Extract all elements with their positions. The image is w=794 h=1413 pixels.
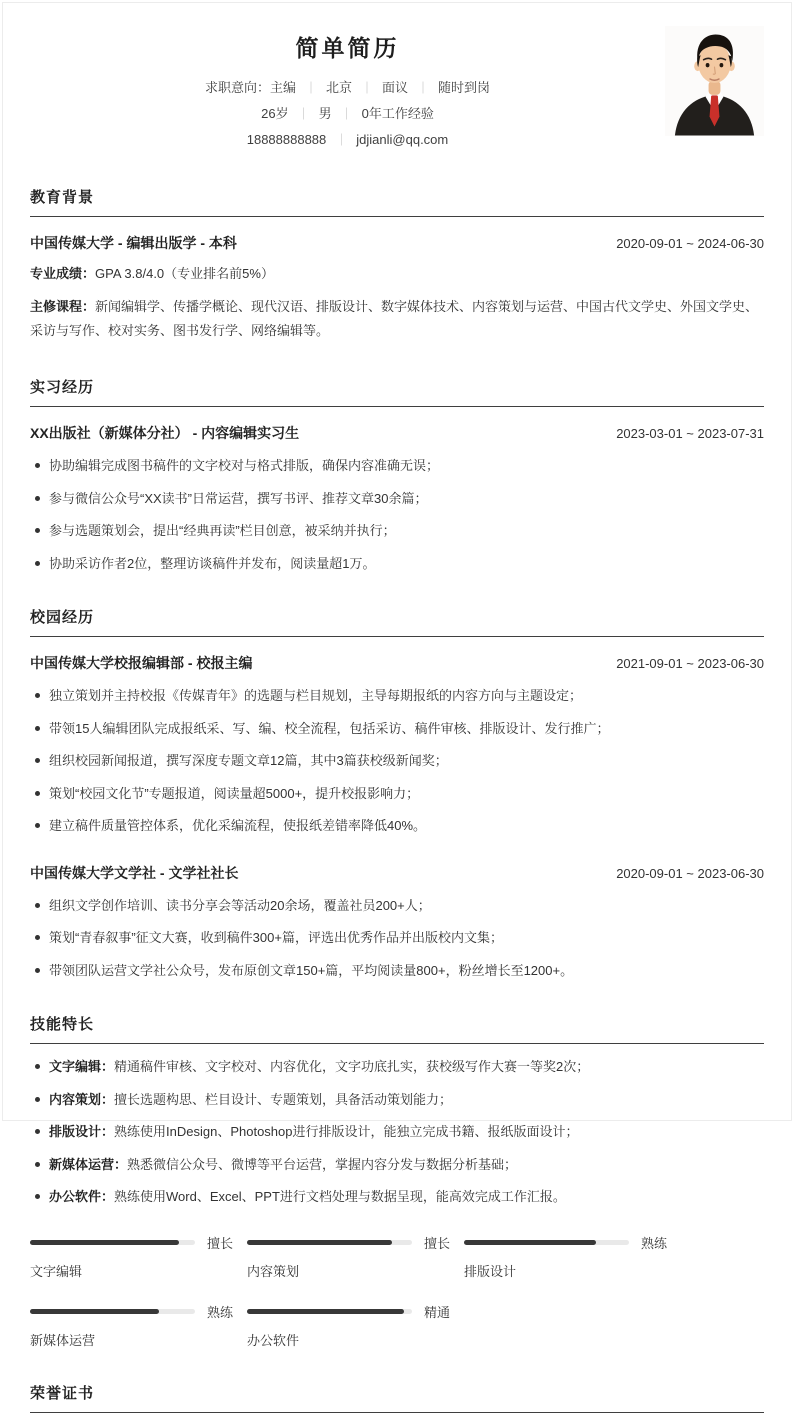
separator: ｜ xyxy=(417,81,430,95)
skill-item-label: 内容策划： xyxy=(49,1091,115,1107)
campus-org-title-2: 中国传媒大学文学社 - 文学社社长 xyxy=(30,864,239,881)
skill-bar-track xyxy=(30,1240,195,1245)
campus-bullet-list-1 xyxy=(30,686,764,836)
skill-item-text: 精通稿件审核、文字校对、内容优化，文字功底扎实，获校级写作大赛一等奖2次； xyxy=(114,1059,590,1074)
skill-bar-fill xyxy=(30,1309,159,1314)
intent-position: 主编 xyxy=(269,80,296,95)
profile-photo xyxy=(665,26,764,136)
gpa-line xyxy=(30,262,764,286)
campus-org-title-1: 中国传媒大学校报编辑部 - 校报主编 xyxy=(30,655,253,671)
section-skills xyxy=(30,1013,764,1349)
skill-bar-track xyxy=(464,1240,629,1245)
skill-bar-name: 排版设计 xyxy=(464,1263,517,1279)
email-address: jdjianli@qq.com xyxy=(356,132,449,147)
campus-date-range-2: 2020-09-01 ~ 2023-06-30 xyxy=(616,865,764,881)
skill-level-label: 擅长 xyxy=(207,1235,234,1251)
list-item: 策划“青春叙事”征文大赛，收到稿件300+篇，评选出优秀作品并出版校内文集； xyxy=(30,928,764,948)
skill-item xyxy=(30,1122,764,1142)
section-heading-internship: 实习经历 xyxy=(30,376,764,407)
list-item: 参与选题策划会，提出“经典再读”栏目创意，被采纳并执行； xyxy=(30,521,764,541)
list-item: 参与微信公众号“XX读书”日常运营，撰写书评、推荐文章30余篇； xyxy=(30,489,764,509)
list-item: 协助采访作者2位，整理访谈稿件并发布，阅读量超1万。 xyxy=(30,554,764,574)
courses-value: 新闻编辑学、传播学概论、现代汉语、排版设计、数字媒体技术、内容策划与运营、中国古代文学史、外国文学史、采访与写作、校对实务、图书发行学、网络编辑等。 xyxy=(30,299,759,338)
intent-city: 北京 xyxy=(325,80,352,95)
skill-bar-paiban xyxy=(464,1233,681,1280)
gender: 男 xyxy=(318,106,332,121)
contact-line xyxy=(30,127,665,153)
list-item: 建立稿件质量管控体系，优化采编流程，使报纸差错率降低40%。 xyxy=(30,816,764,836)
age: 26岁 xyxy=(261,106,289,121)
skill-level-label: 擅长 xyxy=(424,1235,451,1251)
skill-bar-fill xyxy=(247,1240,392,1245)
portrait-illustration xyxy=(665,26,764,136)
skill-bar-xinmeiti xyxy=(30,1302,247,1349)
skill-item-label: 办公软件： xyxy=(49,1189,115,1204)
section-honors xyxy=(30,1382,764,1413)
skill-bar-track xyxy=(247,1240,412,1245)
basic-info-line xyxy=(30,101,665,127)
experience-years: 0年工作经验 xyxy=(361,106,434,121)
internship-bullet-list xyxy=(30,456,764,573)
skill-bars-grid xyxy=(30,1233,764,1349)
job-intent-label: 求职意向： xyxy=(204,80,270,95)
skills-bullet-list xyxy=(30,1057,764,1207)
intent-salary: 面议 xyxy=(382,80,409,95)
section-internship xyxy=(30,376,764,573)
separator: ｜ xyxy=(335,133,348,147)
skill-item-text: 熟悉微信公众号、微博等平台运营，掌握内容分发与数据分析基础； xyxy=(127,1156,518,1172)
skill-item-text: 擅长选题构思、栏目设计、专题策划，具备活动策划能力； xyxy=(114,1091,453,1107)
skill-bar-wenzi xyxy=(30,1233,247,1280)
list-item: 组织文学创作培训、读书分享会等活动20余场，覆盖社员200+人； xyxy=(30,896,764,916)
skill-level-label: 熟练 xyxy=(207,1304,234,1320)
skill-bar-neirong xyxy=(247,1233,464,1280)
skill-bar-name: 文字编辑 xyxy=(30,1263,83,1279)
skill-bar-bangong xyxy=(247,1302,464,1349)
list-item: 协助编辑完成图书稿件的文字校对与格式排版，确保内容准确无误； xyxy=(30,456,764,476)
skill-item xyxy=(30,1155,764,1175)
job-intent-line xyxy=(30,75,665,101)
skill-item xyxy=(30,1057,764,1077)
skill-level-label: 精通 xyxy=(424,1304,451,1320)
courses-label: 主修课程： xyxy=(30,299,96,314)
skill-bar-name: 新媒体运营 xyxy=(30,1332,96,1348)
internship-org-title: XX出版社（新媒体分社） - 内容编辑实习生 xyxy=(30,425,300,441)
header-info xyxy=(30,22,665,153)
skill-bar-name: 办公软件 xyxy=(247,1332,300,1348)
skill-bar-fill xyxy=(247,1309,404,1314)
gpa-value: GPA 3.8/4.0（专业排名前5%） xyxy=(95,266,274,281)
section-heading-campus: 校园经历 xyxy=(30,606,764,637)
skill-bar-track xyxy=(247,1309,412,1314)
separator: ｜ xyxy=(304,81,317,95)
campus-date-range-1: 2021-09-01 ~ 2023-06-30 xyxy=(616,656,764,671)
skill-item xyxy=(30,1187,764,1207)
separator: ｜ xyxy=(340,107,353,121)
list-item: 组织校园新闻报道，撰写深度专题文章12篇，其中3篇获校级新闻奖； xyxy=(30,751,764,771)
list-item: 策划“校园文化节”专题报道，阅读量超5000+，提升校报影响力； xyxy=(30,784,764,804)
skill-item-label: 排版设计： xyxy=(49,1124,115,1139)
section-heading-honors: 荣誉证书 xyxy=(30,1382,764,1413)
section-campus xyxy=(30,606,764,980)
gpa-label: 专业成绩： xyxy=(30,266,96,281)
intent-availability: 随时到岗 xyxy=(438,80,491,95)
skill-item-text: 熟练使用InDesign、Photoshop进行排版设计，能独立完成书籍、报纸版面设计； xyxy=(114,1124,579,1139)
campus-entry-head-1 xyxy=(30,653,764,673)
resume-title: 简单简历 xyxy=(295,35,400,61)
campus-bullet-list-2 xyxy=(30,896,764,981)
skill-item-label: 新媒体运营： xyxy=(49,1156,128,1172)
internship-date-range: 2023-03-01 ~ 2023-07-31 xyxy=(616,426,764,441)
education-entry-head xyxy=(30,233,764,253)
education-date-range: 2020-09-01 ~ 2024-06-30 xyxy=(616,236,764,251)
skill-bar-fill xyxy=(464,1240,596,1245)
section-heading-education: 教育背景 xyxy=(30,186,764,217)
skill-bar-fill xyxy=(30,1240,179,1245)
section-education xyxy=(30,186,764,343)
skill-bar-track xyxy=(30,1309,195,1314)
internship-entry-head xyxy=(30,423,764,443)
skill-item-label: 文字编辑： xyxy=(49,1059,115,1074)
school-degree-title: 中国传媒大学 - 编辑出版学 - 本科 xyxy=(30,235,237,251)
resume-header xyxy=(30,0,764,153)
separator: ｜ xyxy=(361,81,374,95)
list-item: 带领团队运营文学社公众号，发布原创文章150+篇，平均阅读量800+，粉丝增长至1200+。 xyxy=(30,961,764,981)
list-item: 独立策划并主持校报《传媒青年》的选题与栏目规划，主导每期报纸的内容方向与主题设定； xyxy=(30,686,764,706)
skill-level-label: 熟练 xyxy=(641,1235,668,1251)
skill-bar-name: 内容策划 xyxy=(247,1263,300,1279)
campus-entry-head-2 xyxy=(30,863,764,883)
skill-item-text: 熟练使用Word、Excel、PPT进行文档处理与数据呈现，能高效完成工作汇报。 xyxy=(114,1189,566,1204)
separator: ｜ xyxy=(297,107,310,121)
list-item: 带领15人编辑团队完成报纸采、写、编、校全流程，包括采访、稿件审核、排版设计、发行推广； xyxy=(30,719,764,739)
courses-line xyxy=(30,295,764,343)
phone-number: 18888888888 xyxy=(246,132,327,147)
section-heading-skills: 技能特长 xyxy=(30,1013,764,1044)
skill-item xyxy=(30,1090,764,1110)
